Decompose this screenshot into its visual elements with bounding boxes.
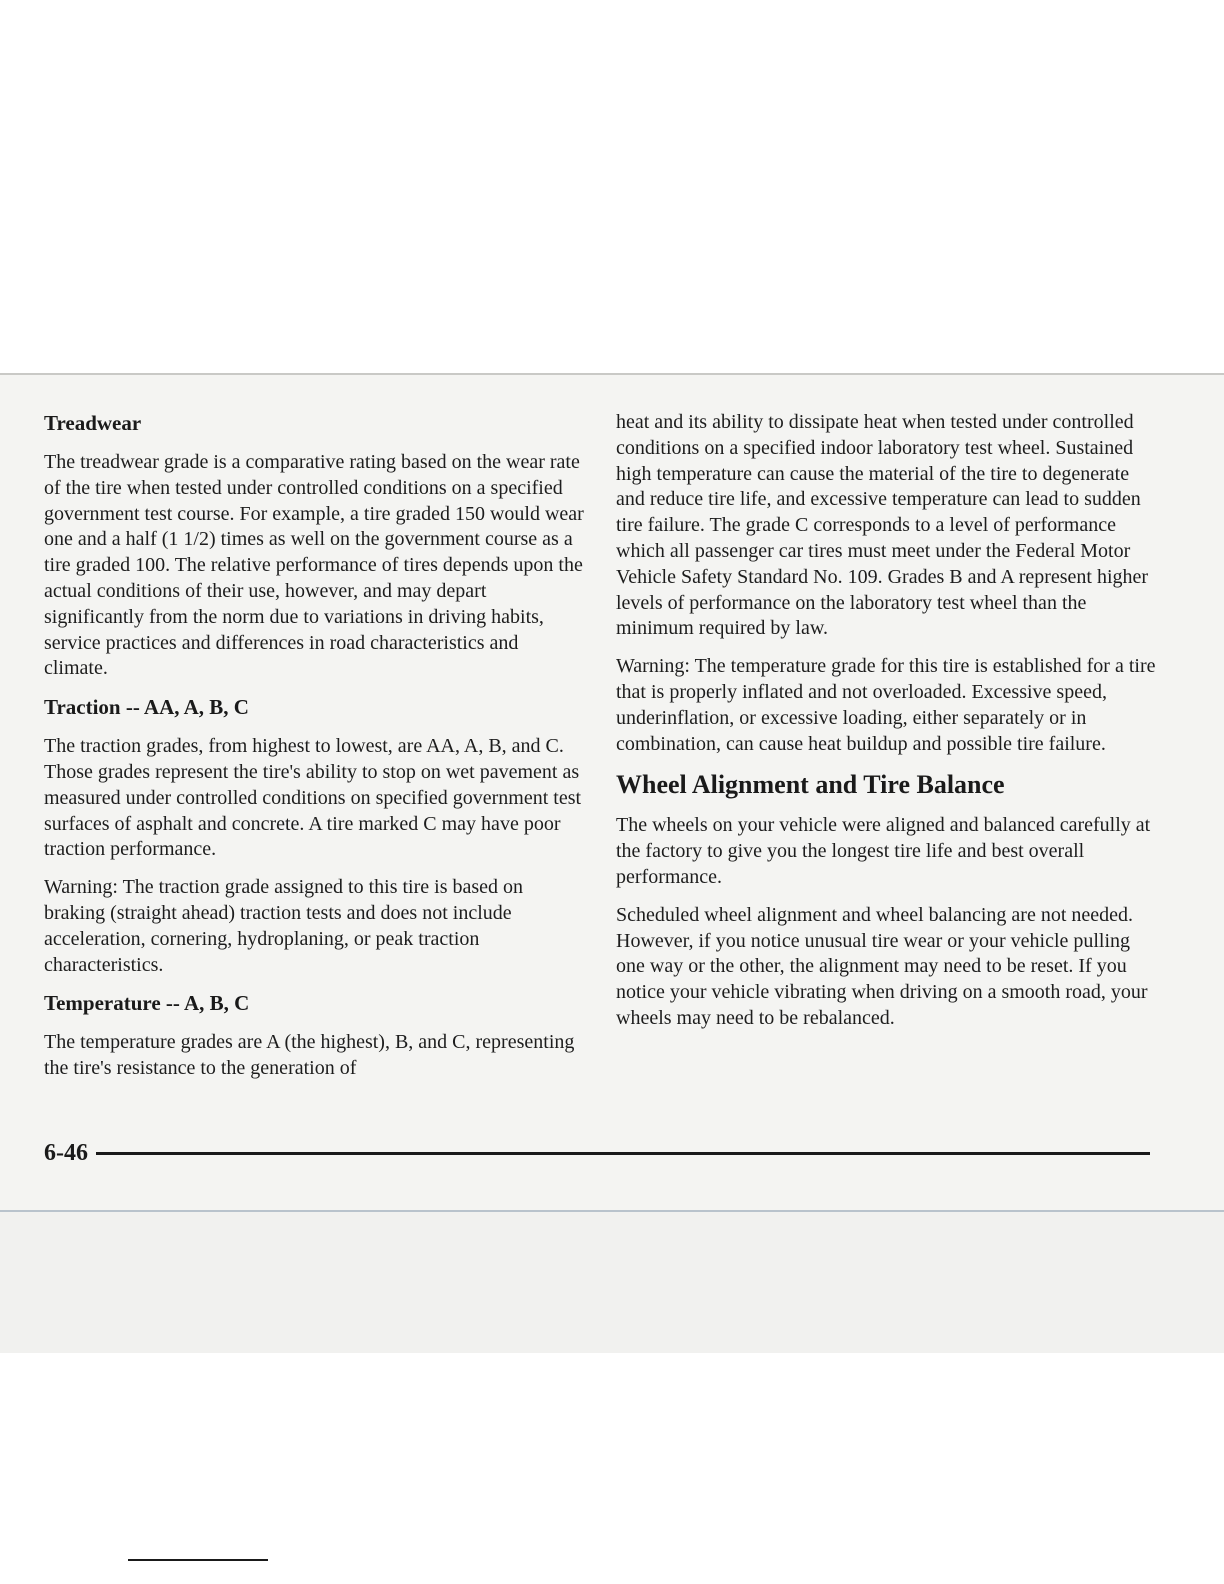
page-footer (44, 1138, 1150, 1168)
band-lower-area (0, 1212, 1224, 1353)
traction-paragraph: The traction grades, from highest to lowest, are AA, A, B, and C. Those grades represent the tire's ability to stop on wet pavement as measured under controlled conditions on specified government test surfaces of asphalt and concrete. A tire marked C may have poor traction performance. (44, 735, 582, 861)
left-column (44, 410, 584, 1094)
temperature-paragraph: The temperature grades are A (the highest), B, and C, representing the tire's resistance to the generation of (44, 1031, 575, 1080)
treadwear-heading: Treadwear (44, 411, 142, 435)
treadwear-paragraph: The treadwear grade is a comparative rating based on the wear rate of the tire when tested under controlled conditions on a specified government test course. For example, a tire graded 150 would wear one and a half (1 1/2) times as well on the government course as a tire graded 100. The relative performance of tires depends upon the actual conditions of their use, however, and may depart significantly from the norm due to variations in driving habits, service practices and differences in road characteristics and climate. (44, 451, 584, 680)
footer-rule (96, 1152, 1150, 1155)
page-number: 6-46 (44, 1140, 88, 1166)
band-top-edge (0, 373, 1224, 375)
temperature-warning: Warning: The temperature grade for this tire is established for a tire that is properly inflated and not overloaded. Excessive speed, underinflation, or excessive loading, either separately or in combination, can cause heat buildup and possible tire failure. (616, 655, 1156, 755)
band-bottom-edge (0, 1210, 1224, 1212)
alignment-paragraph-2: Scheduled wheel alignment and wheel balancing are not needed. However, if you notice unusual tire wear or your vehicle pulling one way or the other, the alignment may need to be reset. If you notice your vehicle vibrating when driving on a smooth road, your wheels may need to be rebalanced. (616, 903, 1148, 1029)
right-column (616, 410, 1156, 1044)
alignment-heading: Wheel Alignment and Tire Balance (616, 770, 1005, 800)
temperature-heading: Temperature -- A, B, C (44, 991, 250, 1016)
temperature-continued-paragraph: heat and its ability to dissipate heat when tested under controlled conditions on a specified indoor laboratory test wheel. Sustained high temperature can cause the material of the tire to degenerate and reduce tire life, and excessive temperature can lead to sudden tire failure. The grade C corresponds to a level of performance which all passenger car tires must meet under the Federal Motor Vehicle Safety Standard No. 109. Grades B and A represent higher levels of performance on the laboratory test wheel than the minimum required by law. (616, 411, 1149, 640)
bottom-stub-line (128, 1559, 268, 1561)
alignment-paragraph-1: The wheels on your vehicle were aligned and balanced carefully at the factory to give you the longest tire life and best overall performance. (616, 814, 1151, 888)
traction-warning: Warning: The traction grade assigned to this tire is based on braking (straight ahead) traction tests and does not include acceleration, cornering, hydroplaning, or peak traction characteristics. (44, 876, 524, 976)
traction-heading: Traction -- AA, A, B, C (44, 695, 249, 720)
